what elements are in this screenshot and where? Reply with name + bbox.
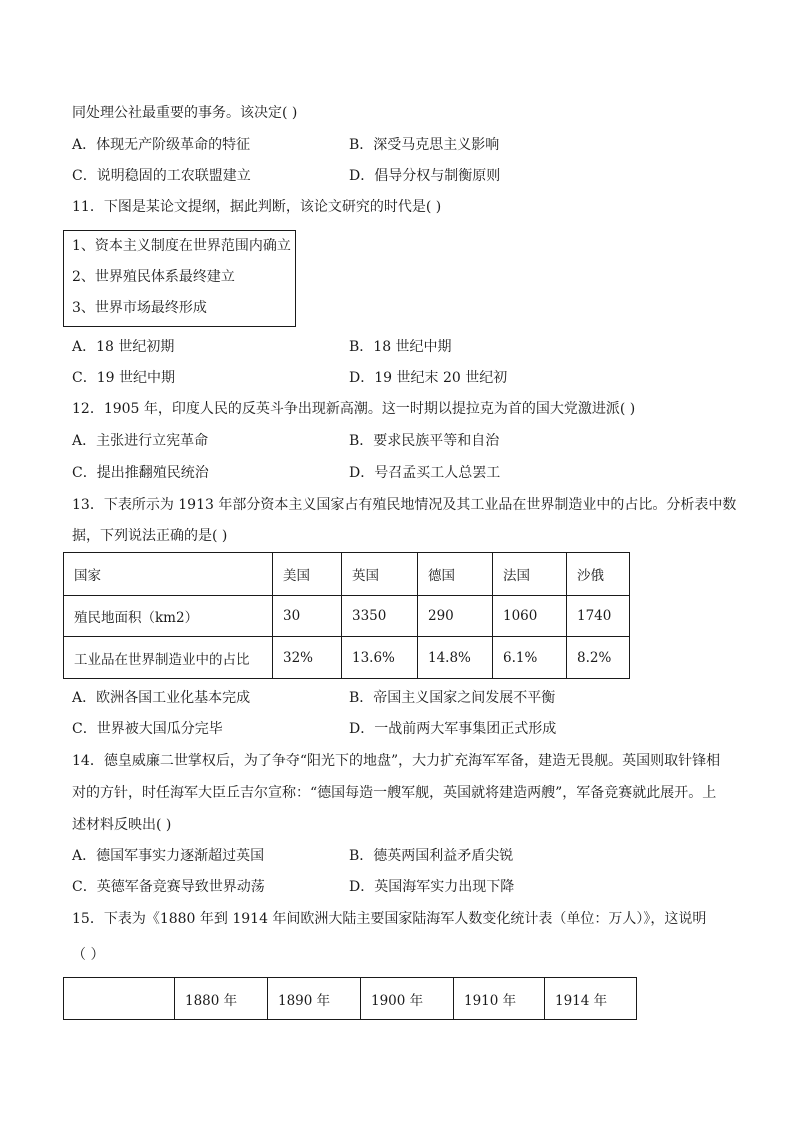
q14-stem-line1: 14．德皇威廉二世掌权后，为了争夺“阳光下的地盘”，大力扩充海军军备，建造无畏舰。英国则取针锋相 — [72, 753, 721, 769]
table-header-cell: 沙俄 — [567, 553, 630, 596]
q13-stem-line1: 13．下表所示为 1913 年部分资本主义国家占有殖民地情况及其工业品在世界制造业中的占比。分析表中数 — [72, 497, 737, 513]
q14-stem-line2: 对的方针，时任海军大臣丘吉尔宣称：“德国每造一艘军舰，英国就将建造两艘”，军备竞赛就此展开。上 — [72, 785, 717, 801]
table-cell: 290 — [418, 596, 493, 637]
q11-option-b[interactable]: B．18 世纪中期 — [349, 339, 452, 355]
outline-item: 1、资本主义制度在世界范围内确立 — [72, 238, 291, 254]
table-cell: 1740 — [567, 596, 630, 637]
q14-option-d[interactable]: D．英国海军实力出现下降 — [349, 879, 515, 895]
table-cell: 1060 — [493, 596, 567, 637]
table-cell: 13.6% — [342, 637, 418, 679]
table-cell: 14.8% — [418, 637, 493, 679]
table-cell: 8.2% — [567, 637, 630, 679]
table-cell: 3350 — [342, 596, 418, 637]
q15-stem-line1: 15．下表为《1880 年到 1914 年间欧洲大陆主要国家陆海军人数变化统计表（单位：万人）》，这说明 — [72, 911, 707, 927]
table-cell: 殖民地面积（km2） — [64, 596, 273, 637]
q10-stem: 同处理公社最重要的事务。该决定( ) — [72, 105, 298, 121]
table-header-cell: 1914 年 — [545, 978, 637, 1020]
q12-option-d[interactable]: D．号召孟买工人总罢工 — [349, 465, 501, 481]
q15-table — [63, 977, 637, 1020]
table-header-cell: 1890 年 — [268, 978, 361, 1020]
q14-option-b[interactable]: B．德英两国利益矛盾尖锐 — [349, 848, 514, 864]
table-cell: 6.1% — [493, 637, 567, 679]
q12-option-b[interactable]: B．要求民族平等和自治 — [349, 433, 500, 449]
q11-option-c[interactable]: C．19 世纪中期 — [72, 370, 175, 386]
q12-option-a[interactable]: A．主张进行立宪革命 — [72, 433, 209, 449]
table-header-cell: 1910 年 — [454, 978, 545, 1020]
q13-table — [63, 552, 630, 679]
q11-stem: 11．下图是某论文提纲，据此判断，该论文研究的时代是( ) — [72, 199, 442, 215]
table-header-cell: 国家 — [64, 553, 273, 596]
q13-option-d[interactable]: D．一战前两大军事集团正式形成 — [349, 721, 557, 737]
table-header-row — [64, 553, 630, 596]
q11-option-a[interactable]: A．18 世纪初期 — [72, 339, 175, 355]
q14-stem-line3: 述材料反映出( ) — [72, 817, 172, 833]
q10-option-a[interactable]: A．体现无产阶级革命的特征 — [72, 137, 251, 153]
q13-option-a[interactable]: A．欧洲各国工业化基本完成 — [72, 690, 251, 706]
table-cell: 30 — [273, 596, 342, 637]
q10-option-b[interactable]: B．深受马克思主义影响 — [349, 137, 500, 153]
table-cell: 32% — [273, 637, 342, 679]
q11-outline-box — [63, 230, 296, 327]
q10-option-d[interactable]: D．倡导分权与制衡原则 — [349, 168, 501, 184]
table-header-cell: 德国 — [418, 553, 493, 596]
table-header-cell: 法国 — [493, 553, 567, 596]
q10-option-c[interactable]: C．说明稳固的工农联盟建立 — [72, 168, 251, 184]
q12-stem: 12．1905 年，印度人民的反英斗争出现新高潮。这一时期以提拉克为首的国大党激进派( ) — [72, 401, 636, 417]
q13-stem-line2: 据，下列说法正确的是( ) — [72, 528, 228, 544]
table-header-cell: 美国 — [273, 553, 342, 596]
table-header-cell — [64, 978, 175, 1020]
q11-option-d[interactable]: D．19 世纪末 20 世纪初 — [349, 370, 508, 386]
outline-item: 2、世界殖民体系最终建立 — [72, 269, 235, 285]
outline-item: 3、世界市场最终形成 — [72, 300, 207, 316]
table-cell: 工业品在世界制造业中的占比 — [64, 637, 273, 679]
q12-option-c[interactable]: C．提出推翻殖民统治 — [72, 465, 209, 481]
q14-option-a[interactable]: A．德国军事实力逐渐超过英国 — [72, 848, 265, 864]
q13-option-b[interactable]: B．帝国主义国家之间发展不平衡 — [349, 690, 556, 706]
table-row — [64, 637, 630, 679]
q13-option-c[interactable]: C．世界被大国瓜分完毕 — [72, 721, 223, 737]
table-header-cell: 1880 年 — [175, 978, 268, 1020]
table-header-row — [64, 978, 637, 1020]
table-row — [64, 596, 630, 637]
table-header-cell: 英国 — [342, 553, 418, 596]
q14-option-c[interactable]: C．英德军备竞赛导致世界动荡 — [72, 879, 265, 895]
table-header-cell: 1900 年 — [361, 978, 454, 1020]
q15-stem-line2: （ ） — [72, 947, 105, 963]
